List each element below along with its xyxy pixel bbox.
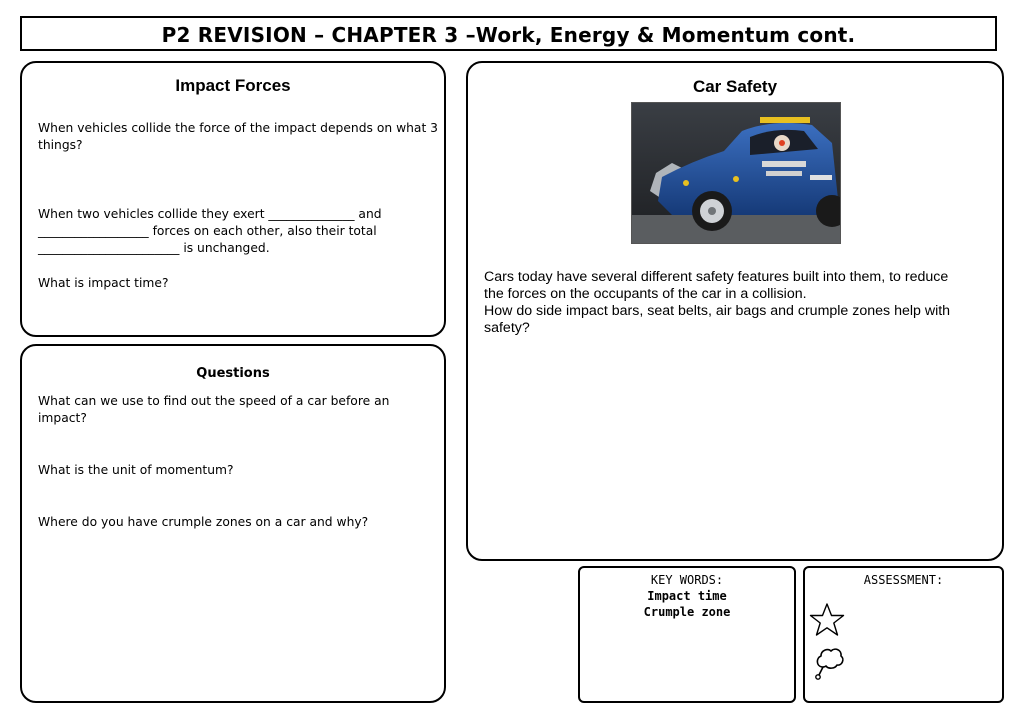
impact-question-3: What is impact time? (38, 276, 169, 290)
questions-heading: Questions (196, 366, 270, 381)
impact-question-1-line-1: When vehicles collide the force of the impact depends on what 3 (38, 121, 439, 135)
impact-question-2-line-2: __________________ forces on each other, also their total (38, 224, 377, 238)
car-safety-line-2: the forces on the occupants of the car in a collision. (484, 286, 807, 302)
crash-test-car-icon (632, 103, 840, 243)
assessment-panel (803, 566, 1004, 703)
questions-item-3: Where do you have crumple zones on a car and why? (38, 515, 369, 529)
key-words-panel (578, 566, 796, 703)
questions-item-1-line-1: What can we use to find out the speed of a car before an (38, 394, 390, 408)
impact-question-1-line-2: things? (38, 138, 83, 152)
impact-question-2-line-1: When two vehicles collide they exert ______________ and (38, 207, 382, 221)
questions-panel (20, 344, 446, 703)
car-safety-line-3: How do side impact bars, seat belts, air bags and crumple zones help with (484, 303, 951, 319)
title-banner (20, 16, 997, 51)
assessment-heading: ASSESSMENT: (863, 573, 944, 587)
key-words-heading: KEY WORDS: (650, 573, 724, 587)
key-word-item: Crumple zone (643, 605, 731, 619)
page-title: P2 REVISION – CHAPTER 3 –Work, Energy & Momentum cont. (161, 23, 856, 47)
key-word-item: Impact time (647, 589, 727, 603)
impact-question-2 (38, 206, 382, 257)
impact-question-2-line-3: _______________________ is unchanged. (38, 241, 270, 255)
car-safety-panel (466, 61, 1004, 561)
thought-bubble-icon (813, 646, 845, 682)
car-safety-line-1: Cars today have several different safety features built into them, to reduce (484, 269, 949, 285)
crash-test-car-photo (631, 102, 841, 244)
impact-forces-panel (20, 61, 446, 337)
questions-item-1-line-2: impact? (38, 411, 87, 425)
questions-item-1 (38, 393, 389, 427)
questions-item-2: What is the unit of momentum? (38, 463, 234, 477)
car-safety-line-4: safety? (484, 320, 530, 336)
car-safety-text (484, 269, 950, 337)
star-icon (809, 602, 845, 638)
impact-question-1 (38, 120, 438, 154)
car-safety-heading: Car Safety (692, 77, 778, 96)
impact-forces-heading: Impact Forces (175, 76, 291, 95)
